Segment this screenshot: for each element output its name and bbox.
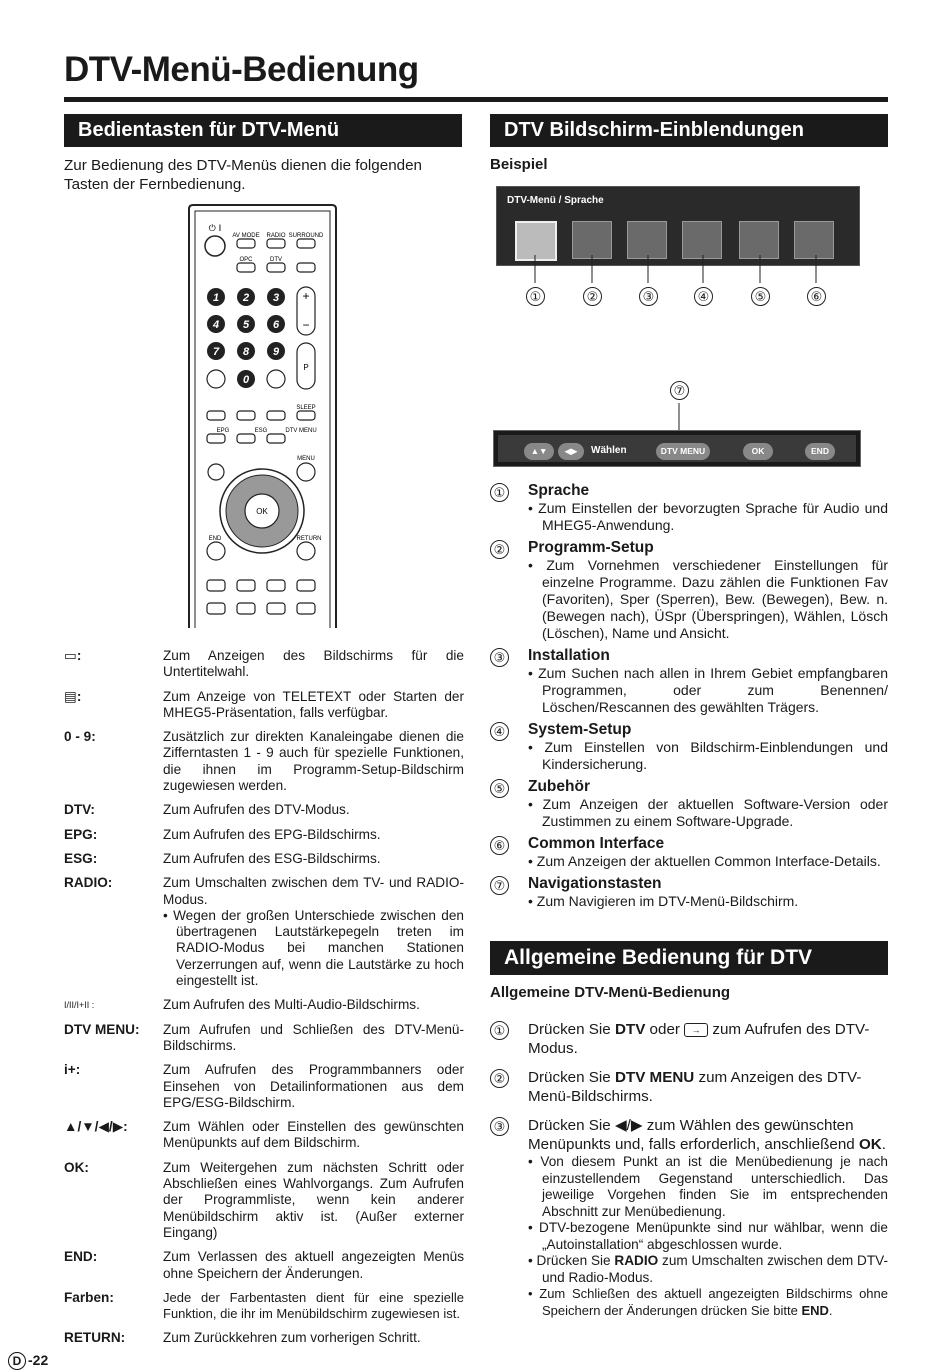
def-row-colors: Farben: Jede der Farbentasten dient für eine spezielle Funktion, die ihr im Menübildschirm zugewiesen ist. [64, 1289, 464, 1322]
page-title: DTV-Menü-Bedienung [64, 50, 419, 89]
program-setup-icon [572, 221, 612, 259]
general-subheading: Allgemeine DTV-Menü-Bedienung [490, 984, 731, 1001]
remote-label-end: END [208, 536, 222, 542]
svg-text:P: P [303, 363, 309, 372]
def-row-radio: RADIO: Zum Umschalten zwischen dem TV- und RADIO-Modus. • Wegen der großen Unterschiede zwischen den übertragenen Lautstärkepegeln treten im RADIO-Modus bei manchen Stationen Verzerrungen auf, wenn die Lautstärke zu hoch eingestellt ist. [64, 875, 464, 989]
callout-lines [490, 255, 888, 435]
svg-text:3: 3 [272, 292, 280, 304]
def-row-multiaudio: I/II/I+II : Zum Aufrufen des Multi-Audio-Bildschirms. [64, 997, 420, 1013]
list-item: ③ Installation • Zum Suchen nach allen in Ihrem Gebiet empfangbaren Programmen, oder zum Benennen/ Löschen/Rescannen des gewählten Trägers. [490, 647, 888, 716]
remote-control-illustration [185, 203, 340, 628]
svg-text:7: 7 [212, 346, 220, 358]
system-setup-icon [682, 221, 722, 259]
remote-label-menu: MENU [297, 456, 315, 462]
def-row-return: RETURN: Zum Zurückkehren zum vorherigen Schritt. [64, 1330, 421, 1346]
callout-5: ⑤ [751, 287, 770, 306]
svg-text:+: + [302, 289, 310, 303]
svg-text:9: 9 [272, 346, 280, 358]
list-item: ① Sprache • Zum Einstellen der bevorzugten Sprache für Audio und MHEG5-Anwendung. [490, 482, 888, 534]
step-1: ① Drücken Sie DTV oder → zum Aufrufen des DTV-Modus. [490, 1020, 888, 1058]
def-row-arrows: ▲/▼/◀/▶: Zum Wählen oder Einstellen des gewünschten Menüpunkts auf dem Bildschirm. [64, 1119, 464, 1151]
list-item: ⑦ Navigationstasten • Zum Navigieren im DTV-Menü-Bildschirm. [490, 875, 888, 910]
def-row-ok: OK: Zum Weitergehen zum nächsten Schritt oder Abschließen eines Wahlvorgangs. Zum Aufrufen der Programmliste, wenn kein anderer Menübildschirm aktiv ist. (Außer externer Eingang) [64, 1159, 464, 1240]
def-row-end: END: Zum Verlassen des aktuell angezeigten Menüs ohne Speichern der Änderungen. [64, 1249, 464, 1281]
callout-3: ③ [639, 287, 658, 306]
svg-text:2: 2 [242, 292, 250, 304]
left-right-arrows-icon: ◀▶ [558, 443, 584, 460]
callout-6: ⑥ [807, 287, 826, 306]
def-row-dtvmenu: DTV MENU: Zum Aufrufen und Schließen des DTV-Menü-Bildschirms. [64, 1021, 464, 1053]
remote-label-avmode: AV MODE [232, 233, 260, 239]
def-row-epg: EPG: Zum Aufrufen des EPG-Bildschirms. [64, 826, 381, 842]
callout-1: ① [526, 287, 545, 306]
remote-label-esg: ESG [254, 428, 268, 434]
remote-label-opc: OPC [239, 257, 253, 263]
callout-2: ② [583, 287, 602, 306]
step-2: ② Drücken Sie DTV MENU zum Anzeigen des DTV-Menü-Bildschirms. [490, 1068, 888, 1106]
installation-icon [627, 221, 667, 259]
def-row-info: i+: Zum Aufrufen des Programmbanners oder Einsehen von Detailinformationen aus dem EPG/ESG-Bildschirm. [64, 1062, 464, 1110]
list-item: ② Programm-Setup • Zum Vornehmen verschiedener Einstellungen für einzelne Programme. Dazu zählen die Funktionen Fav (Favoriten), Sper (Sperren), Bew. (Bewegen), Bew. n. (Bewegen nach), ÜSpr (Überspringen), Wählen, Lösch (Löschen), Name und Ansicht. [490, 539, 888, 642]
intro-text: Zur Bedienung des DTV-Menüs dienen die folgenden Tasten der Fernbedienung. [64, 157, 422, 193]
section-heading-controls: Bedientasten für DTV-Menü [64, 114, 462, 147]
remote-label-sleep: SLEEP [296, 405, 316, 411]
accessories-icon [739, 221, 779, 259]
svg-text:6: 6 [272, 319, 280, 331]
osd-screen-title: DTV-Menü / Sprache [507, 195, 604, 206]
key-definitions [64, 648, 464, 1355]
svg-text:0: 0 [242, 374, 250, 386]
remote-label-ok: OK [256, 507, 268, 516]
step-3: ③ Drücken Sie ◀/▶ zum Wählen des gewünschten Menüpunkts und, falls erforderlich, anschließend OK. • Von diesem Punkt an ist die Menübedienung je nach einzustellendem Gegenstand unterschiedlich. Das jeweilige Vorgehen finden Sie im entsprechenden Abschnitt zur Menübedienung. • DTV-bezogene Menüpunkte sind nur wählbar, wenn die „Autoinstallation“ abgeschlossen wurde. • Drücken Sie RADIO zum Umschalten zwischen dem DTV- und Radio-Modus. • Zum Schließen des aktuell angezeigten Bildschirms ohne Speichern der Änderungen drücken Sie bitte END. [490, 1116, 888, 1319]
def-row-numbers: 0 - 9: Zusätzlich zur direkten Kanaleingabe dienen die Zifferntasten 1 - 9 auch für spezielle Funktionen, die ihnen im Programm-Setup-Bildschirm zugewiesen werden. [64, 729, 464, 794]
svg-text:4: 4 [212, 319, 220, 331]
svg-text:5: 5 [242, 319, 250, 331]
title-rule [64, 97, 888, 102]
svg-text:−: − [302, 318, 310, 332]
def-row-teletext: ▤: Zum Anzeige von TELETEXT oder Starten der MHEG5-Präsentation, falls verfügbar. [64, 688, 464, 720]
osd-navbar [493, 430, 861, 467]
svg-text:⏻ I: ⏻ I [208, 224, 222, 234]
page-number: D -22 [8, 1352, 48, 1370]
navbar-end-pill: END [805, 443, 835, 460]
steps-list [490, 1020, 888, 1329]
osd-item-list [490, 482, 888, 915]
list-item: ④ System-Setup • Zum Einstellen von Bildschirm-Einblendungen und Kindersicherung. [490, 721, 888, 773]
list-item: ⑤ Zubehör • Zum Anzeigen der aktuellen Software-Version oder Zustimmen zu einem Software-Upgrade. [490, 778, 888, 830]
section-heading-general: Allgemeine Bedienung für DTV [490, 941, 888, 975]
def-row-esg: ESG: Zum Aufrufen des ESG-Bildschirms. [64, 850, 381, 866]
up-down-arrows-icon: ▲▼ [524, 443, 554, 460]
callout-4: ④ [694, 287, 713, 306]
osd-screen-example [496, 186, 860, 266]
navbar-ok-pill: OK [743, 443, 773, 460]
callout-7: ⑦ [670, 381, 689, 400]
input-source-icon: → [684, 1023, 708, 1037]
remote-label-return: RETURN [296, 536, 322, 542]
navbar-dtvmenu-pill: DTV MENU [656, 443, 710, 460]
remote-label-dtvmenu: DTV MENU [285, 428, 317, 434]
example-label: Beispiel [490, 156, 548, 173]
remote-label-epg: EPG [216, 428, 230, 434]
remote-label-radio: RADIO [266, 233, 286, 239]
common-interface-icon [794, 221, 834, 259]
navbar-select-label: Wählen [591, 445, 627, 456]
section-heading-osd: DTV Bildschirm-Einblendungen [490, 114, 888, 147]
svg-text:8: 8 [242, 346, 250, 358]
def-row-dtv: DTV: Zum Aufrufen des DTV-Modus. [64, 802, 350, 818]
remote-label-surround: SURROUND [288, 233, 324, 239]
svg-text:1: 1 [212, 292, 220, 304]
remote-label-dtv: DTV [270, 257, 282, 263]
def-row-subtitle: ▭: Zum Anzeigen des Bildschirms für die Untertitelwahl. [64, 648, 464, 680]
list-item: ⑥ Common Interface • Zum Anzeigen der aktuellen Common Interface-Details. [490, 835, 888, 870]
